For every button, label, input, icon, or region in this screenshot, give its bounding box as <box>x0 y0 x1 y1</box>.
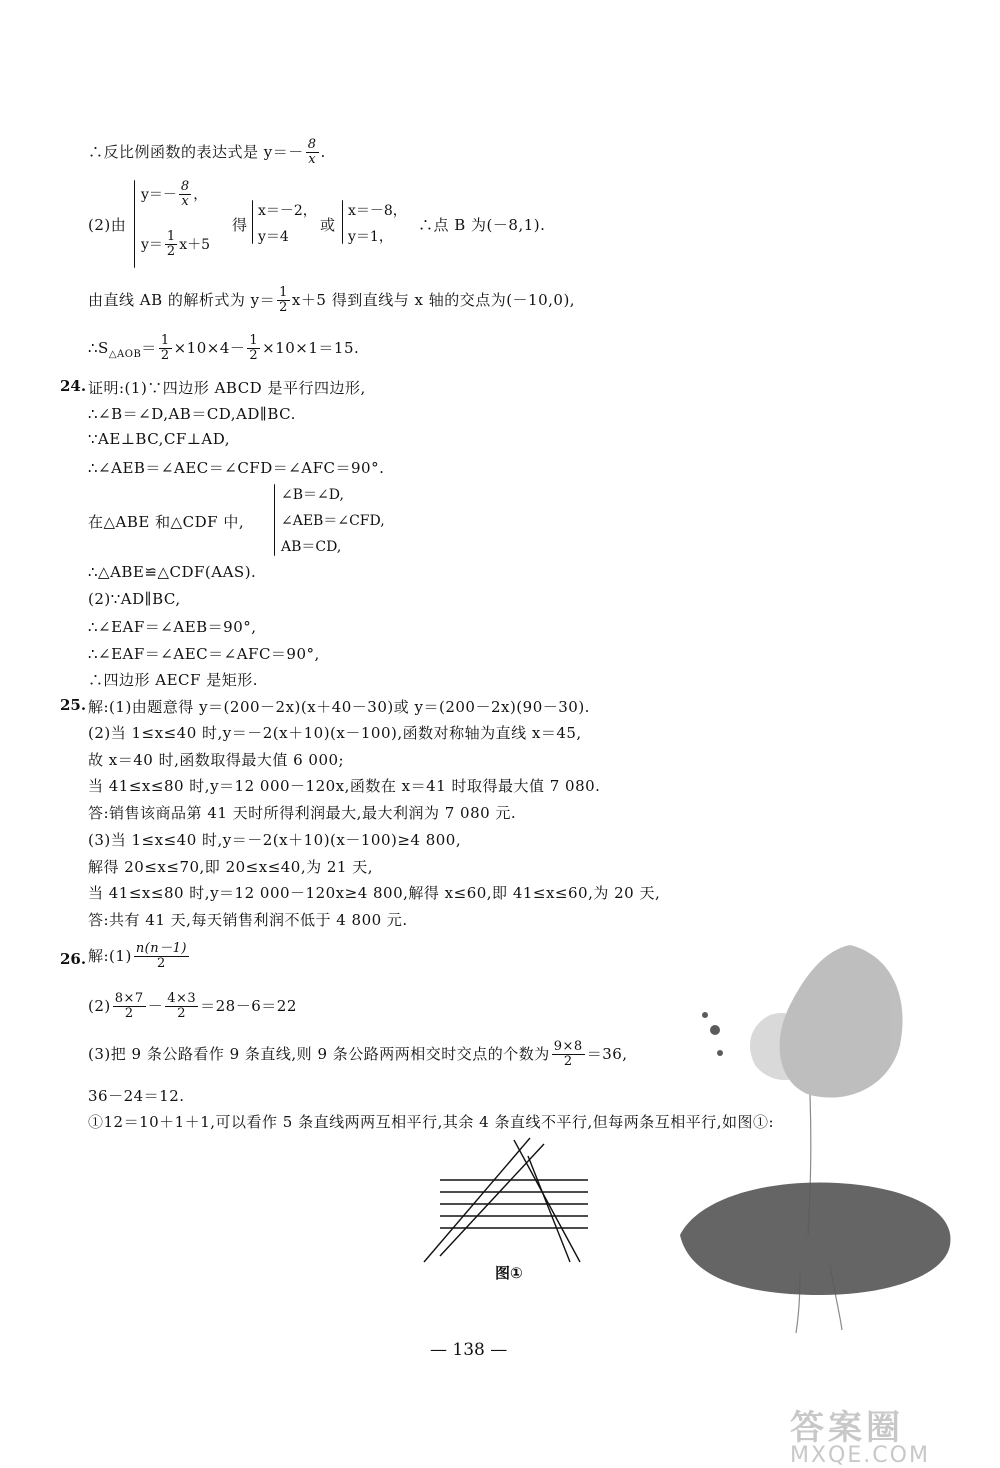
crossing-line <box>440 1144 544 1256</box>
crossing-line <box>514 1140 580 1262</box>
text-line: 答:共有 41 天,每天销售利润不低于 4 800 元. <box>88 911 408 929</box>
crossing-line <box>528 1156 570 1262</box>
text-line: (2)当 1≤x≤40 时,y＝－2(x＋10)(x－100),函数对称轴为直线 x＝45, <box>88 724 582 742</box>
system-brace <box>134 180 135 268</box>
text-line: ∴△ABE≌△CDF(AAS). <box>88 563 257 581</box>
text-line: ∴∠B＝∠D,AB＝CD,AD∥BC. <box>88 405 296 423</box>
system-row: x＝－8， <box>348 203 407 219</box>
system-brace <box>252 200 253 244</box>
parallel-lines-figure <box>410 1130 600 1270</box>
system-row: ∠B＝∠D, <box>281 487 344 503</box>
text-line: ∵AE⊥BC,CF⊥AD, <box>88 430 231 448</box>
text-line: (2)由 <box>88 216 127 234</box>
text-line: 在△ABE 和△CDF 中, <box>88 513 245 531</box>
text-line: ∴∠EAF＝∠AEB＝90°, <box>88 618 257 636</box>
text-line: 答:销售该商品第 41 天时所得利润最大,最大利润为 7 080 元. <box>88 804 517 822</box>
text-line: 36－24＝12. <box>88 1087 185 1105</box>
watermark-logo <box>790 1400 930 1468</box>
text-line: (2)∵AD∥BC, <box>88 590 181 608</box>
text-line: 证明:(1)∵四边形 ABCD 是平行四边形, <box>88 379 366 397</box>
text-line: ∴反比例函数的表达式是 y＝－ $\frac{8}{x}$ . <box>88 137 326 168</box>
text-line: (3)当 1≤x≤40 时,y＝－2(x＋10)(x－100)≥4 800, <box>88 831 462 849</box>
figure-caption: 图① <box>495 1264 523 1282</box>
system-row: x＝－2， <box>258 203 317 219</box>
text-line: 解得 20≤x≤70,即 20≤x≤40,为 21 天, <box>88 858 374 876</box>
text-line: 得 <box>232 216 248 234</box>
text-line: 当 41≤x≤80 时,y＝12 000－120x,函数在 x＝41 时取得最大值 7 080. <box>88 777 601 795</box>
system-row: AB＝CD, <box>281 539 342 555</box>
text-line: (3)把 9 条公路看作 9 条直线,则 9 条公路两两相交时交点的个数为 $\frac{9\times 8}{2}$ ＝36, <box>88 1039 628 1070</box>
system-row: y＝ $\frac{1}{2}$ x＋5 <box>141 229 211 260</box>
fraction: $\frac{8}{x}$ <box>307 137 317 168</box>
text-line: $\therefore S_{\triangle AOB}=$ $\frac{1}{2}$ ×10×4－ $\frac{1}{2}$ ×10×1＝15. <box>88 333 360 364</box>
crossing-line <box>424 1138 530 1262</box>
lotus-painting-image <box>660 935 960 1335</box>
page-number: — 138 — <box>430 1340 508 1360</box>
text-line: 故 x＝40 时,函数取得最大值 6 000; <box>88 751 345 769</box>
text-line: ∴点 B 为(－8,1). <box>418 216 546 234</box>
watermark-url: MXQE.COM <box>790 1443 930 1468</box>
text-line: 解:(1)由题意得 y＝(200－2x)(x＋40－30)或 y＝(200－2x)(90－30). <box>88 698 590 716</box>
question-number: 25. <box>60 696 87 714</box>
text-line: (2) $\frac{8\times 7}{2}$ － $\frac{4\times 3}{2}$ ＝28－6＝22 <box>88 991 297 1022</box>
system-brace <box>274 484 275 556</box>
watermark-text: 答案圈 <box>790 1408 904 1448</box>
system-row: y＝1， <box>348 229 393 245</box>
question-number: 26. <box>60 950 87 968</box>
text-line: ∴四边形 AECF 是矩形. <box>88 671 258 689</box>
system-row: y＝－ $\frac{8}{x}$ ， <box>141 179 208 210</box>
text-line: 解:(1) $\frac{n(n-1)}{2}$ <box>88 941 187 972</box>
question-number: 24. <box>60 377 87 395</box>
text-line: ∴∠EAF＝∠AEC＝∠AFC＝90°, <box>88 645 320 663</box>
text-line: 当 41≤x≤80 时,y＝12 000－120x≥4 800,解得 x≤60,即 41≤x≤60,为 20 天, <box>88 884 661 902</box>
text-line: 由直线 AB 的解析式为 y＝ $\frac{1}{2}$ x＋5 得到直线与 x 轴的交点为(－10,0), <box>88 285 576 316</box>
system-row: y＝4 <box>258 229 289 245</box>
text-line: ∴∠AEB＝∠AEC＝∠CFD＝∠AFC＝90°. <box>88 459 385 477</box>
system-brace <box>342 200 343 244</box>
text-line: 或 <box>320 216 336 234</box>
text-line: ①12＝10＋1＋1,可以看作 5 条直线两两互相平行,其余 4 条直线不平行,但每两条互相平行,如图①: <box>88 1113 775 1131</box>
system-row: ∠AEB＝∠CFD, <box>281 513 385 529</box>
